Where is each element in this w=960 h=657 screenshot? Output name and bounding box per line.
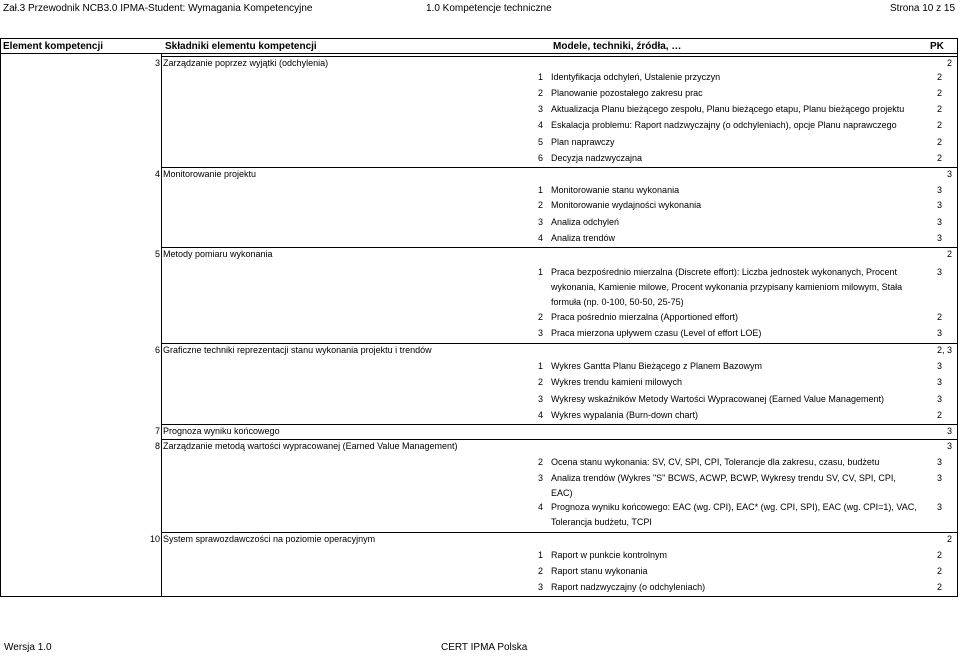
pk-level: 3 [936, 233, 942, 243]
model-text: Monitorowanie stanu wykonania [551, 185, 680, 195]
pk-level: 3 [936, 217, 942, 227]
pk-level: 2 [946, 249, 952, 259]
element-title: Prognoza wyniku końcowego [163, 426, 280, 436]
element-number: 8 [154, 441, 160, 451]
pk-level: 2 [936, 137, 942, 147]
column-header-models: Modele, techniki, źródła, … [553, 41, 682, 52]
model-number: 2 [537, 457, 543, 467]
pk-level: 3 [936, 328, 942, 338]
model-text-line: formuła (np. 0-100, 50-50, 25-75) [551, 297, 684, 307]
model-number: 3 [537, 104, 543, 114]
model-number: 5 [537, 137, 543, 147]
element-title: Zarządzanie poprzez wyjątki (odchylenia) [163, 58, 329, 68]
element-title: Zarządzanie metodą wartości wypracowanej (Earned Value Management) [163, 441, 458, 451]
pk-level: 2 [936, 410, 942, 420]
element-row-separator [161, 532, 958, 533]
model-text: Raport stanu wykonania [551, 566, 648, 576]
model-number: 6 [537, 153, 543, 163]
model-number: 3 [537, 217, 543, 227]
model-text: Decyzja nadzwyczajna [551, 153, 643, 163]
model-number: 2 [537, 566, 543, 576]
element-number: 6 [154, 345, 160, 355]
model-number: 3 [537, 328, 543, 338]
model-number: 1 [537, 550, 543, 560]
model-number: 4 [537, 410, 543, 420]
element-row-separator [161, 167, 958, 168]
pk-level: 3 [936, 361, 942, 371]
pk-level: 2 [936, 104, 942, 114]
element-row-separator [161, 247, 958, 248]
pk-level: 3 [936, 502, 942, 512]
model-number: 1 [537, 185, 543, 195]
model-number: 2 [537, 200, 543, 210]
pk-level: 2 [946, 58, 952, 68]
pk-level: 3 [936, 267, 942, 277]
model-text: Aktualizacja Planu bieżącego zespołu, Planu bieżącego etapu, Planu bieżącego projektu [551, 104, 905, 114]
model-number: 4 [537, 233, 543, 243]
element-title: Metody pomiaru wykonania [163, 249, 273, 259]
model-number: 1 [537, 361, 543, 371]
model-number: 1 [537, 72, 543, 82]
model-text: Eskalacja problemu: Raport nadzwyczajny (o odchyleniach), opcje Planu naprawczego [551, 120, 897, 130]
model-number: 3 [537, 394, 543, 404]
element-title: Monitorowanie projektu [163, 169, 257, 179]
pk-level: 3 [936, 377, 942, 387]
column-header-components: Składniki elementu kompetencji [165, 41, 317, 52]
document-version: Wersja 1.0 [4, 642, 52, 653]
pk-level: 2, 3 [936, 345, 952, 355]
table-right-border [957, 54, 958, 596]
pk-level: 3 [936, 457, 942, 467]
model-text: Planowanie pozostałego zakresu prac [551, 88, 703, 98]
model-text: Monitorowanie wydajności wykonania [551, 200, 702, 210]
pk-level: 2 [936, 88, 942, 98]
model-text: Raport w punkcie kontrolnym [551, 550, 668, 560]
model-text: Identyfikacja odchyleń, Ustalenie przyczyn [551, 72, 721, 82]
page-number: Strona 10 z 15 [890, 3, 956, 14]
pk-level: 2 [946, 534, 952, 544]
model-text: Plan naprawczy [551, 137, 615, 147]
model-text: Wykresy wskaźników Metody Wartości Wypracowanej (Earned Value Management) [551, 394, 884, 404]
pk-level: 3 [946, 426, 952, 436]
model-text-line: Tolerancja budżetu, TCPI [551, 517, 652, 527]
model-number: 2 [537, 88, 543, 98]
pk-level: 3 [936, 473, 942, 483]
pk-level: 3 [946, 441, 952, 451]
model-number: 3 [537, 582, 543, 592]
element-title: Graficzne techniki reprezentacji stanu wykonania projektu i trendów [163, 345, 432, 355]
element-row-separator [161, 424, 958, 425]
model-text: Wykres Gantta Planu Bieżącego z Planem Bazowym [551, 361, 763, 371]
model-text: Praca mierzona upływem czasu (Level of effort LOE) [551, 328, 762, 338]
model-number: 2 [537, 377, 543, 387]
pk-level: 2 [936, 582, 942, 592]
model-text: Praca pośrednio mierzalna (Apportioned effort) [551, 312, 738, 322]
pk-level: 2 [936, 120, 942, 130]
model-text-line: EAC) [551, 488, 573, 498]
column-header-element: Element kompetencji [3, 41, 104, 52]
model-text: Analiza odchyleń [551, 217, 620, 227]
model-number: 4 [537, 120, 543, 130]
table-element-column-border [161, 54, 162, 596]
model-text: Wykres trendu kamieni milowych [551, 377, 682, 387]
table-bottom-border [0, 596, 958, 597]
element-title: System sprawozdawczości na poziomie operacyjnym [163, 534, 376, 544]
pk-level: 2 [936, 312, 942, 322]
model-text: Ocena stanu wykonania: SV, CV, SPI, CPI, Tolerancje dla zakresu, czasu, budżetu [551, 457, 880, 467]
model-text: Analiza trendów [551, 233, 616, 243]
element-number: 4 [154, 169, 160, 179]
model-number: 1 [537, 267, 543, 277]
model-text-line: Analiza trendów (Wykres "S" BCWS, ACWP, BCWP, Wykresy trendu SV, CV, SPI, CPI, [551, 473, 896, 483]
column-header-pk: PK [930, 41, 944, 52]
model-number: 2 [537, 312, 543, 322]
element-number: 7 [154, 426, 160, 436]
pk-level: 3 [936, 200, 942, 210]
element-row-separator [161, 56, 958, 57]
document-header-left: Zał.3 Przewodnik NCB3.0 IPMA-Student: Wymagania Kompetencyjne [3, 3, 313, 14]
element-number: 5 [154, 249, 160, 259]
table-column-header [0, 38, 958, 54]
model-text-line: wykonania, Kamienie milowe, Procent wykonania przypisany kamieniom milowym, Stała [551, 282, 903, 292]
model-text-line: Praca bezpośrednio mierzalna (Discrete effort): Liczba jednostek wykonanych, Procent [551, 267, 898, 277]
pk-level: 3 [946, 169, 952, 179]
element-row-separator [161, 343, 958, 344]
model-text: Raport nadzwyczajny (o odchyleniach) [551, 582, 706, 592]
pk-level: 3 [936, 394, 942, 404]
element-number: 3 [154, 58, 160, 68]
pk-level: 3 [936, 185, 942, 195]
model-text-line: Prognoza wyniku końcowego: EAC (wg. CPI), EAC* (wg. CPI, SPI), EAC (wg. CPI=1), VAC, [551, 502, 917, 512]
pk-level: 2 [936, 72, 942, 82]
model-number: 4 [537, 502, 543, 512]
pk-level: 2 [936, 566, 942, 576]
element-number: 10 [149, 534, 160, 544]
pk-level: 2 [936, 153, 942, 163]
model-number: 3 [537, 473, 543, 483]
table-left-border [0, 54, 1, 596]
pk-level: 2 [936, 550, 942, 560]
document-header-center: 1.0 Kompetencje techniczne [426, 3, 552, 14]
model-text: Wykres wypalania (Burn-down chart) [551, 410, 698, 420]
document-footer-org: CERT IPMA Polska [441, 642, 528, 653]
element-row-separator [161, 439, 958, 440]
